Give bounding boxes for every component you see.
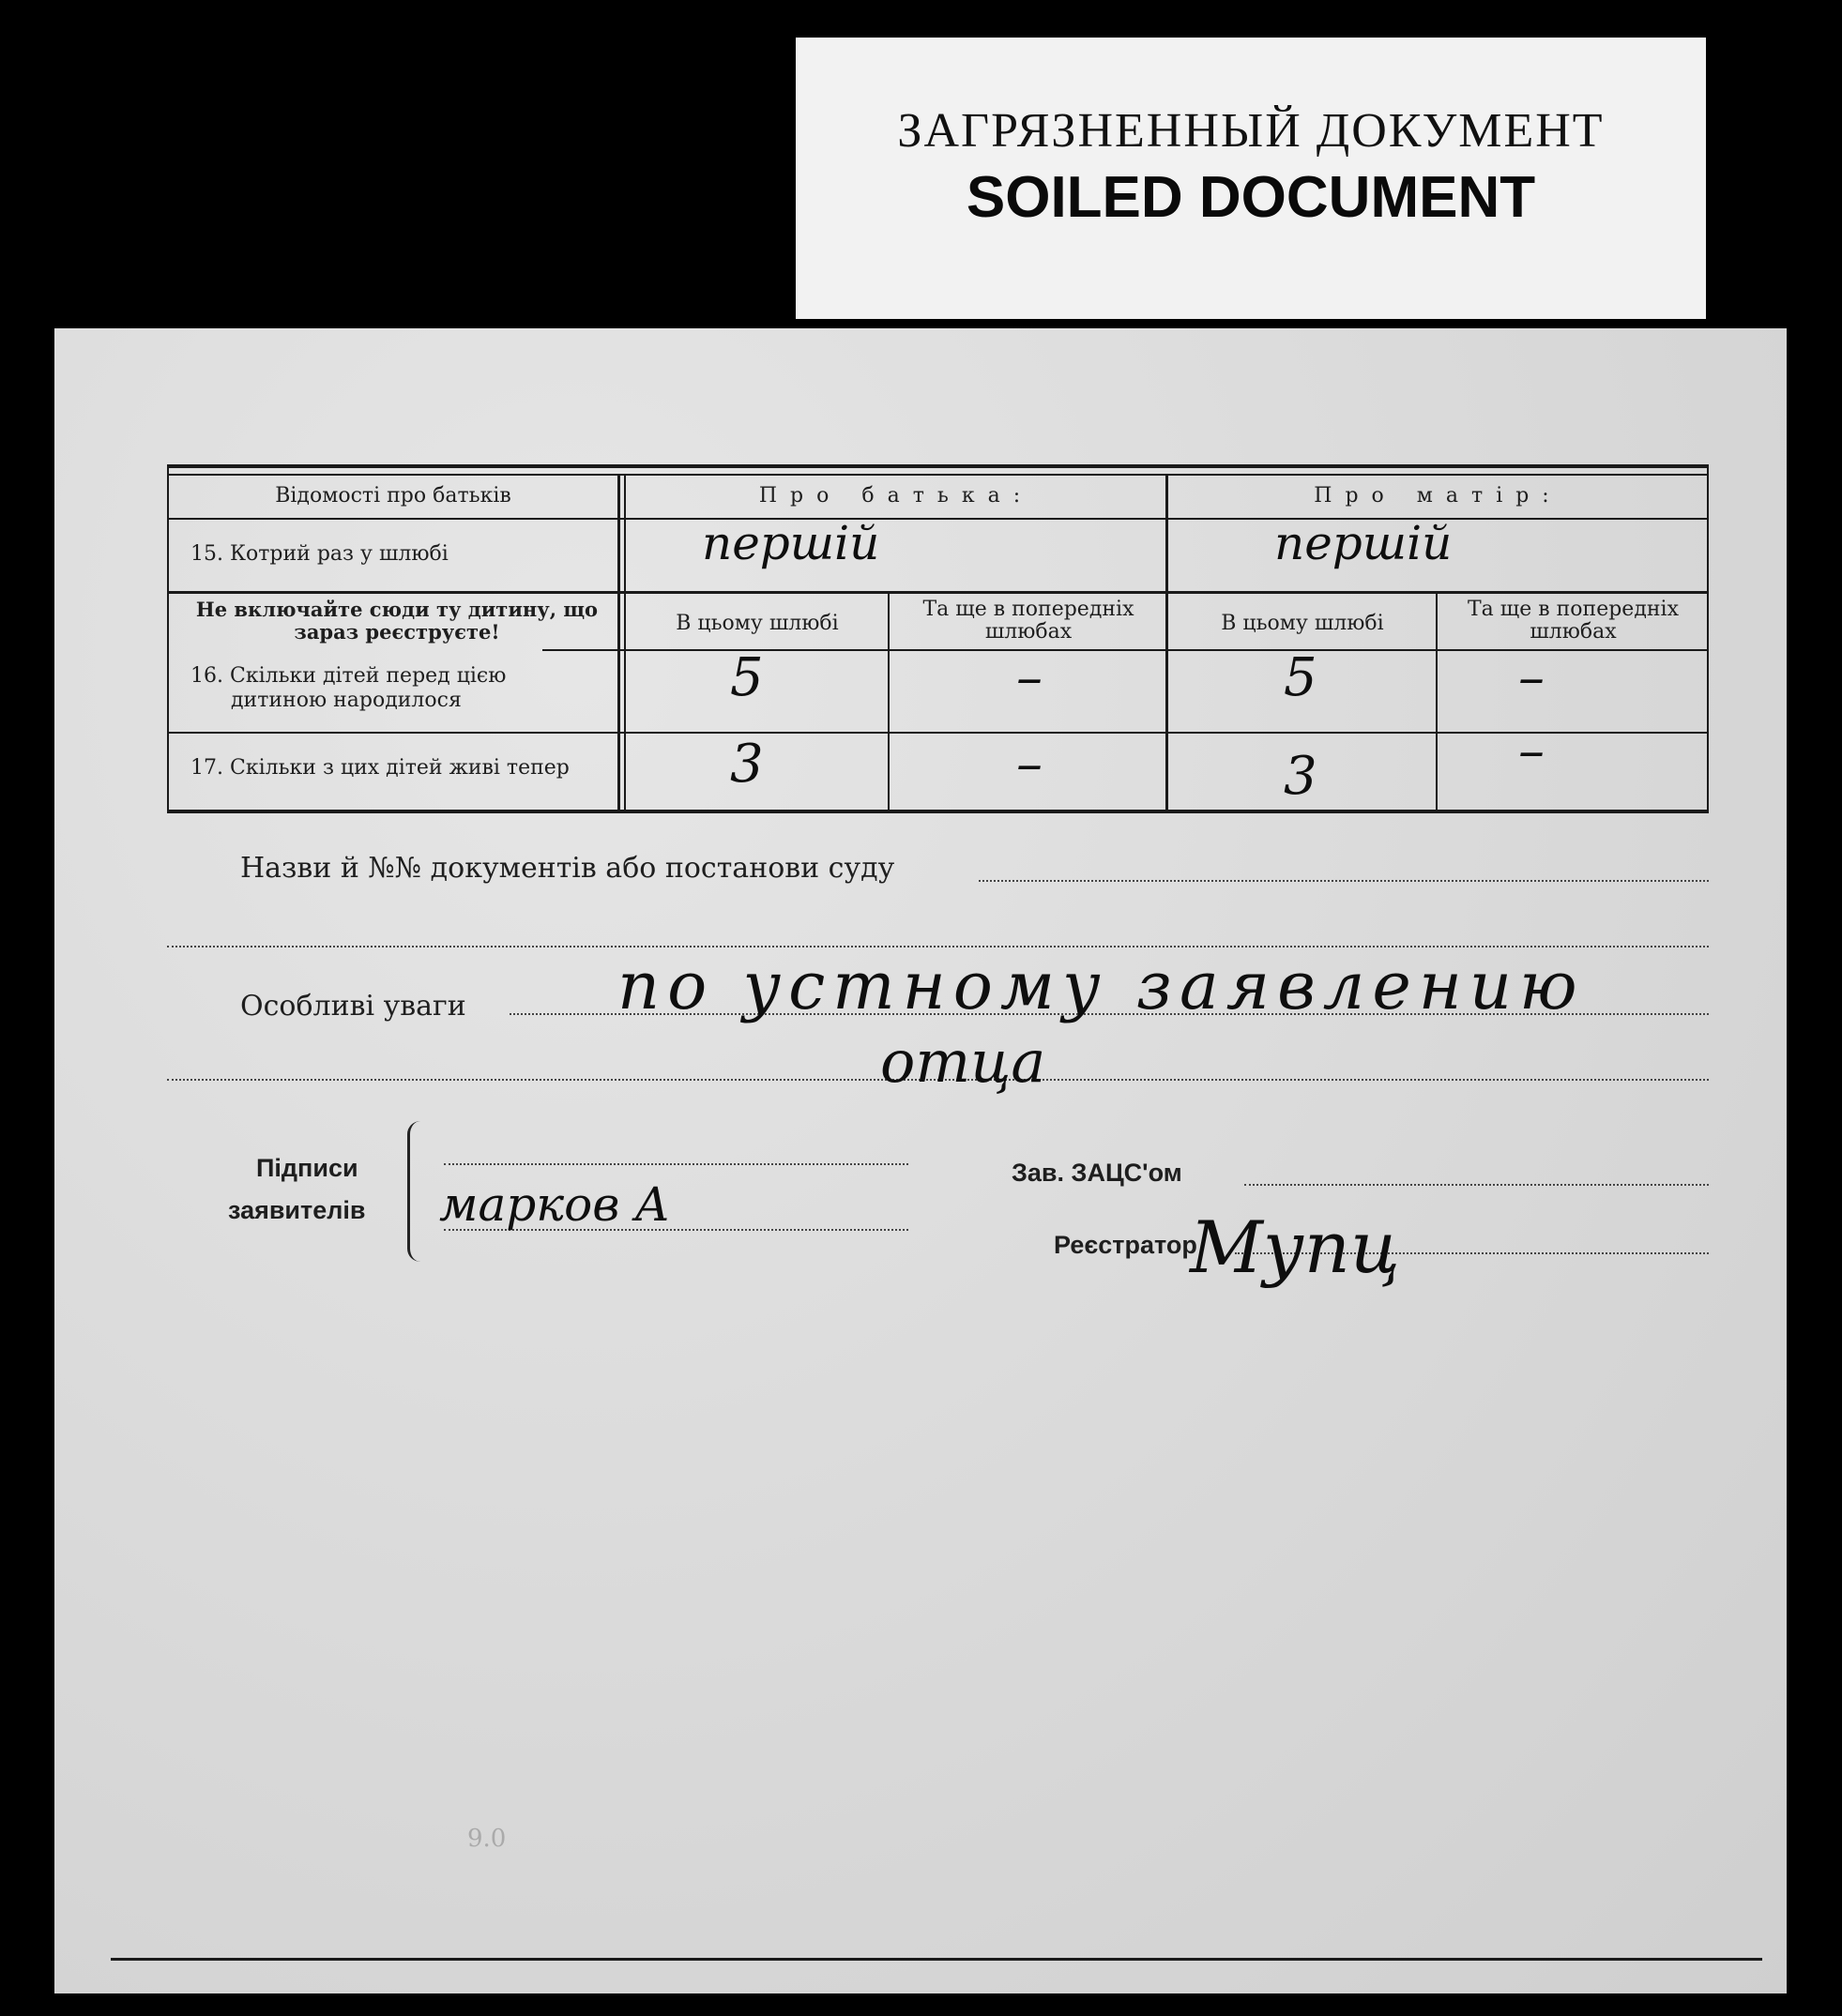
faint-stamp-number: 9.0 xyxy=(467,1825,507,1853)
table-top-rule-2 xyxy=(167,474,1709,476)
bottom-rule xyxy=(111,1958,1762,1961)
remarks-label: Особливі уваги xyxy=(240,990,466,1023)
document-sheet xyxy=(54,328,1787,1993)
row16-mother-prev: – xyxy=(1518,647,1545,708)
table-right-border xyxy=(1707,464,1709,813)
header-father: Про батька: xyxy=(758,484,1034,508)
table-col-divider-2 xyxy=(1165,474,1168,813)
applicants-brace xyxy=(407,1121,425,1262)
header-info-label: Відомості про батьків xyxy=(275,484,511,508)
row16-father-prev: – xyxy=(1016,647,1043,708)
row17-father-this: 3 xyxy=(730,734,764,795)
registrar-label: Реєстратор xyxy=(1054,1231,1197,1259)
documents-dotted-line-1 xyxy=(979,880,1709,882)
row16-mother-this: 5 xyxy=(1284,647,1317,708)
soiled-document-label xyxy=(796,38,1706,319)
documents-label: Назви й №№ документів або постанови суду xyxy=(240,852,895,885)
table-row-rule-2 xyxy=(167,591,1709,594)
table-bottom-rule xyxy=(167,810,1709,813)
row16-father-this: 5 xyxy=(730,647,764,708)
remarks-handwriting-line2: отца xyxy=(880,1027,1046,1096)
row17-father-prev: – xyxy=(1016,734,1043,795)
row16-label-line1: 16. Скільки дітей перед цією xyxy=(190,664,507,688)
subheader-mother-previous: Та ще в попередніх шлюбах xyxy=(1468,598,1679,644)
subheader-father-previous: Та ще в попередніх шлюбах xyxy=(922,598,1134,644)
header-mother: Про матір: xyxy=(1314,484,1562,508)
table-col-divider-1 xyxy=(617,474,620,813)
applicant-dotted-line-1 xyxy=(444,1163,908,1165)
remarks-handwriting-line1: по устному заявлению xyxy=(617,947,1585,1024)
table-top-rule xyxy=(167,464,1709,468)
applicants-label-2: заявителів xyxy=(228,1196,366,1224)
applicant-signature: марков А xyxy=(439,1177,671,1232)
row17-mother-this: 3 xyxy=(1284,746,1317,807)
label-russian-text: ЗАГРЯЗНЕННЫЙ ДОКУМЕНТ xyxy=(897,104,1605,158)
table-left-border xyxy=(167,464,169,813)
table-row-rule-1 xyxy=(167,518,1709,520)
row16-label-line2: дитиною народилося xyxy=(231,689,462,712)
row17-label: 17. Скільки з цих дітей живі тепер xyxy=(190,756,570,780)
table-row-rule-4 xyxy=(167,732,1709,734)
subheader-mother-this-marriage: В цьому шлюбі xyxy=(1221,612,1384,635)
subheader-note: Не включайте сюди ту дитину, що зараз реєструєте! xyxy=(195,598,599,644)
head-of-registry-label: Зав. ЗАЦС'ом xyxy=(1012,1159,1182,1187)
registrar-signature: Мупц xyxy=(1190,1205,1400,1289)
subheader-father-this-marriage: В цьому шлюбі xyxy=(676,612,839,635)
table-col-divider-1b xyxy=(624,474,626,813)
row17-mother-prev: – xyxy=(1518,720,1545,781)
table-col-divider-father xyxy=(888,591,890,813)
applicants-label-1: Підписи xyxy=(256,1154,358,1182)
label-english-text: SOILED DOCUMENT xyxy=(966,165,1536,230)
row15-mother-value: першій xyxy=(1274,516,1453,570)
head-dotted-line xyxy=(1244,1184,1709,1186)
table-col-divider-mother xyxy=(1436,591,1438,813)
row15-father-value: першій xyxy=(702,516,880,570)
row15-label: 15. Котрий раз у шлюбі xyxy=(190,542,449,566)
